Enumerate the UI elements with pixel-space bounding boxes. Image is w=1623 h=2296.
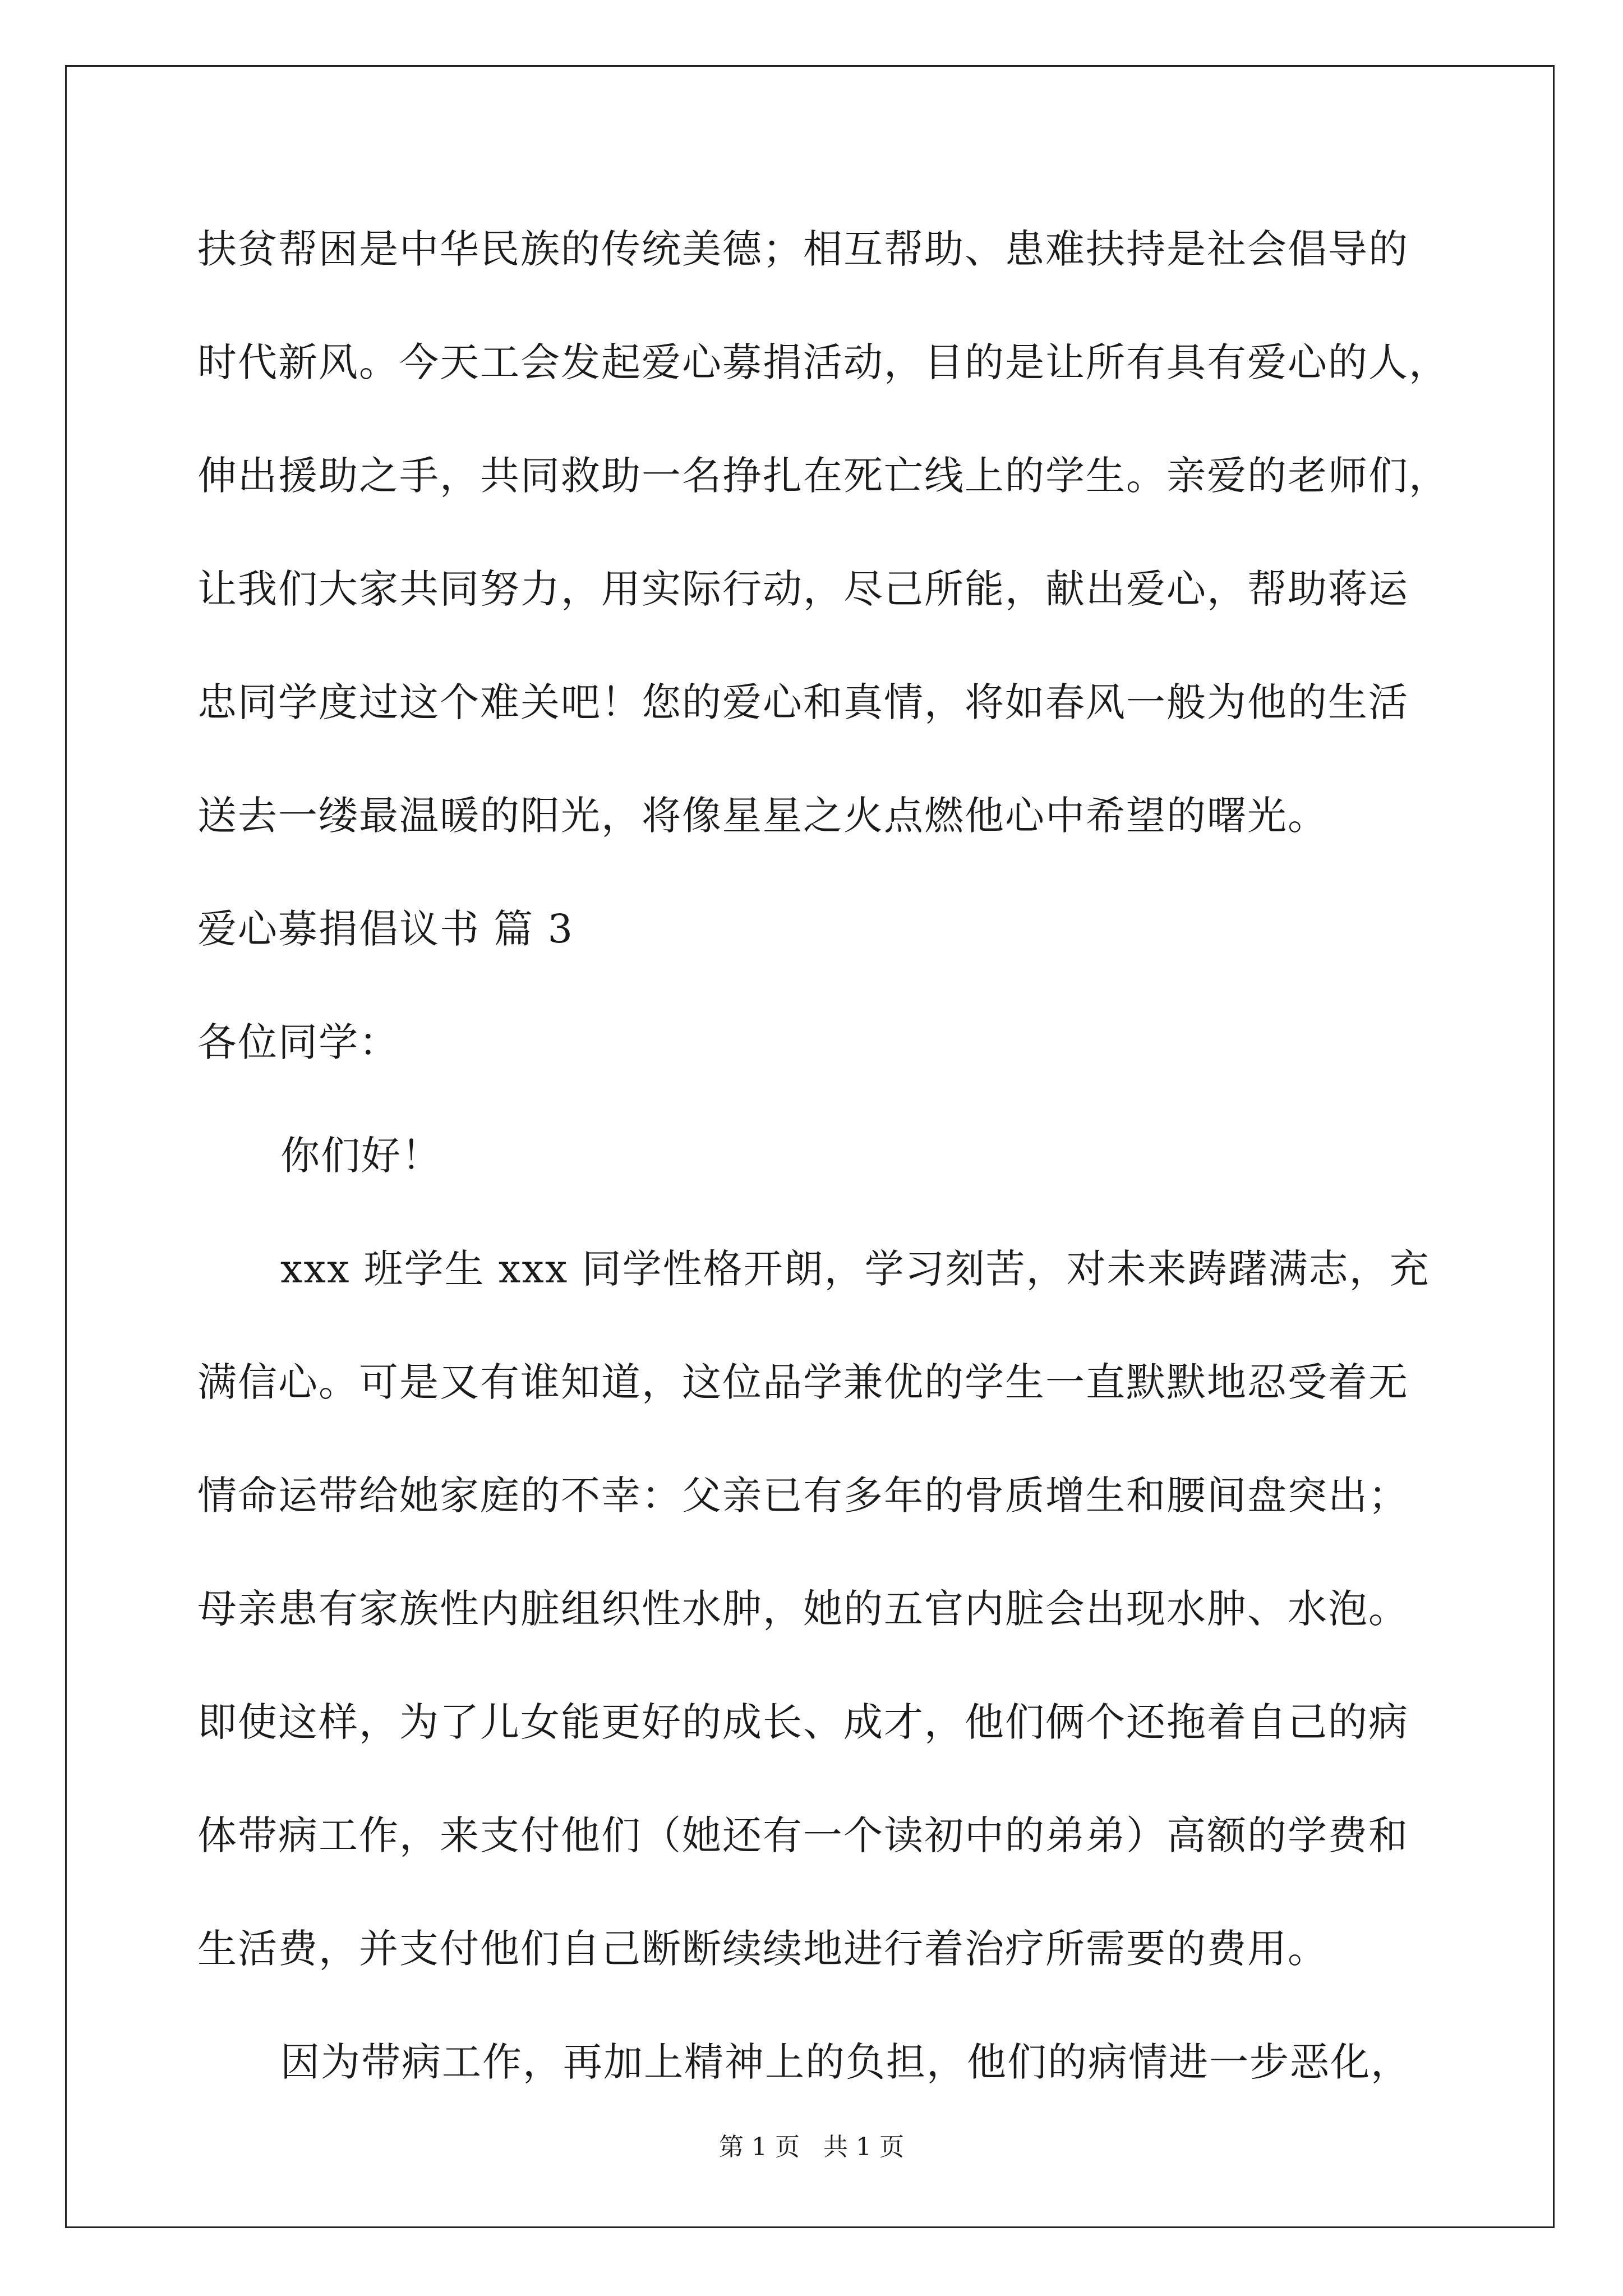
paragraph-line: 因为带病工作，再加上精神上的负担，他们的病情进一步恶化，: [280, 2039, 1411, 2085]
paragraph-line: 体带病工作，来支付他们（她还有一个读初中的弟弟）高额的学费和: [197, 1812, 1409, 1858]
paragraph-line: 让我们大家共同努力，用实际行动，尽己所能，献出爱心，帮助蒋运: [197, 566, 1409, 612]
page-footer: 第 1 页 共 1 页: [719, 2133, 904, 2161]
paragraph-line: 送去一缕最温暖的阳光，将像星星之火点燃他心中希望的曙光。: [197, 793, 1328, 839]
section-heading: 爱心募捐倡议书 篇 3: [197, 906, 574, 952]
paragraph-line: 母亲患有家族性内脏组织性水肿，她的五官内脏会出现水肿、水泡。: [197, 1586, 1409, 1632]
paragraph-line: 情命运带给她家庭的不幸：父亲已有多年的骨质增生和腰间盘突出；: [197, 1473, 1409, 1519]
paragraph-line: 时代新风。今天工会发起爱心募捐活动，目的是让所有具有爱心的人，: [197, 339, 1449, 385]
paragraph-line: 忠同学度过这个难关吧！您的爱心和真情，将如春风一般为他的生活: [197, 679, 1409, 725]
salutation: 各位同学：: [197, 1019, 399, 1065]
paragraph-line: 即使这样，为了儿女能更好的成长、成才，他们俩个还拖着自己的病: [197, 1699, 1409, 1745]
greeting: 你们好！: [280, 1133, 442, 1179]
paragraph-line: 生活费，并支付他们自己断断续续地进行着治疗所需要的费用。: [197, 1926, 1328, 1972]
paragraph-line: 满信心。可是又有谁知道，这位品学兼优的学生一直默默地忍受着无: [197, 1359, 1409, 1405]
paragraph-line: 扶贫帮困是中华民族的传统美德；相互帮助、患难扶持是社会倡导的: [197, 226, 1409, 272]
paragraph-line: 伸出援助之手，共同救助一名挣扎在死亡线上的学生。亲爱的老师们，: [197, 453, 1449, 499]
paragraph-line: xxx 班学生 xxx 同学性格开朗，学习刻苦，对未来踌躇满志，充: [280, 1246, 1430, 1292]
